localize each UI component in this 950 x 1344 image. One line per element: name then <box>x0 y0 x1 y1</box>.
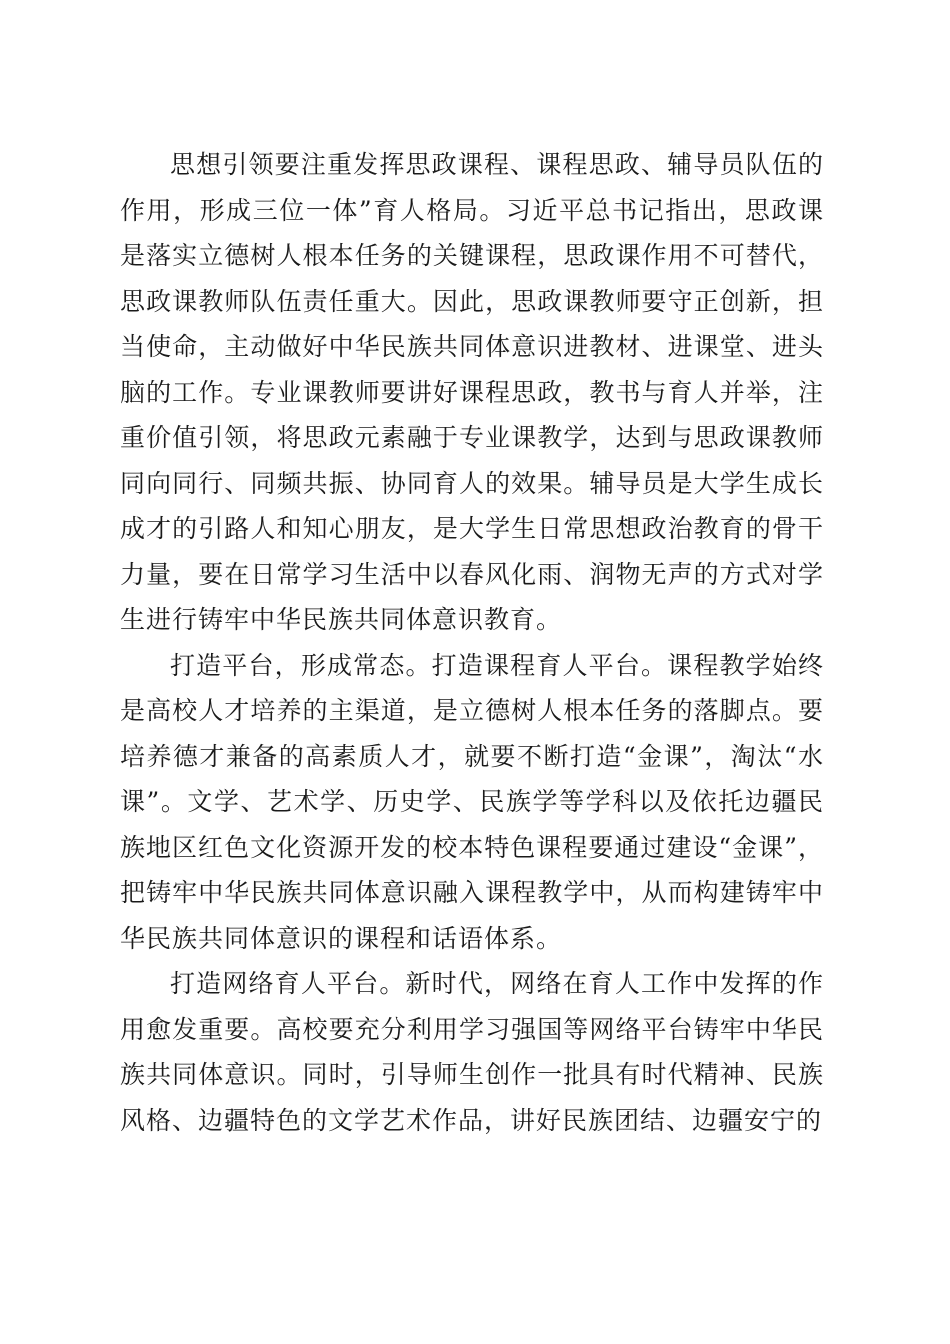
document-body <box>120 142 824 1143</box>
paragraph-network-platform: 打造网络育人平台。新时代，网络在育人工作中发挥的作用愈发重要。高校要充分利用学习强国等网络平台铸牢中华民族共同体意识。同时，引导师生创作一批具有时代精神、民族风格、边疆特色的文学艺术作品，讲好民族团结、边疆安宁的 <box>120 969 824 1135</box>
paragraph-ideological-guidance: 思想引领要注重发挥思政课程、课程思政、辅导员队伍的作用，形成三位一体”育人格局。习近平总书记指出，思政课是落实立德树人根本任务的关键课程，思政课作用不可替代，思政课教师队伍责任重大。因此，思政课教师要守正创新，担当使命，主动做好中华民族共同体意识进教材、进课堂、进头脑的工作。专业课教师要讲好课程思政，教书与育人并举，注重价值引领，将思政元素融于专业课教学，达到与思政课教师同向同行、同频共振、协同育人的效果。辅导员是大学生成长成才的引路人和知心朋友，是大学生日常思想政治教育的骨干力量，要在日常学习生活中以春风化雨、润物无声的方式对学生进行铸牢中华民族共同体意识教育。 <box>120 150 824 634</box>
paragraph-build-platform: 打造平台，形成常态。打造课程育人平台。课程教学始终是高校人才培养的主渠道，是立德树人根本任务的落脚点。要培养德才兼备的高素质人才，就要不断打造“金课”，淘汰“水课”。文学、艺术学、历史学、民族学等学科以及依托边疆民族地区红色文化资源开发的校本特色课程要通过建设“金课”，把铸牢中华民族共同体意识融入课程教学中，从而构建铸牢中华民族共同体意识的课程和话语体系。 <box>120 650 824 953</box>
